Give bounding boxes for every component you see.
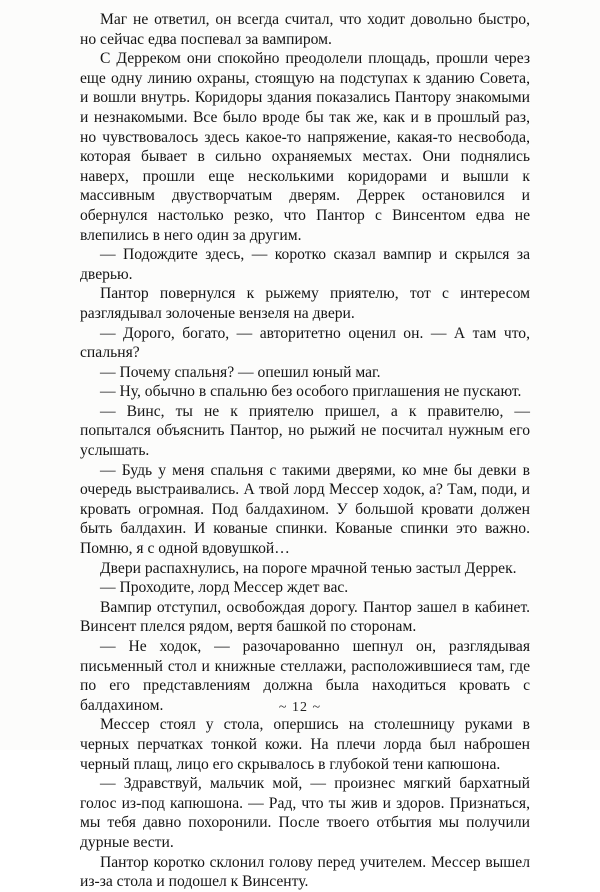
paragraph: Вампир отступил, освобождая дорогу. Пантор зашел в кабинет. Винсент плелся рядом, вертя башкой по сторонам. (80, 598, 530, 636)
paragraph: Двери распахнулись, на пороге мрачной тенью застыл Деррек. (100, 559, 517, 577)
paragraph: Пантор повернулся к рыжему приятелю, тот с интересом разглядывал золоченые вензеля на двери. (80, 285, 530, 322)
paragraph: — Ну, обычно в спальню без особого приглашения не пускают. (100, 383, 522, 401)
paragraph: — Дорого, богато, — авторитетно оценил он. — А там что, спальня? (80, 324, 530, 362)
paragraph: — Винс, ты не к приятелю пришел, а к правителю, — попытался объяснить Пантор, но рыжий не посчитал нужным его услышать. (80, 402, 530, 460)
paragraph: — Здравствуй, мальчик мой, — произнес мягкий бархатный голос из-под капюшона. — Рад, что ты жив и здоров. Признаться, мы тебя давно похоронили. После твоего отбытия мы получили дурные вести. (80, 775, 530, 851)
paragraph: — Не ходок, — разочарованно шепнул он, разглядывая письменный стол и книжные стеллажи, расположившиеся там, где по его представлениям должна была находиться кровать с балдахином. (80, 638, 530, 714)
paragraph: — Будь у меня спальня с такими дверями, ко мне бы девки в очередь выстраивались. А твой лорд Мессер ходок, а? Там, поди, и кровать огромная. Под балдахином. У большой кровати должен быть балдахин. И кованые спинки. Кованые спинки это важно. Помню, я с одной вдовушкой… (80, 461, 530, 558)
paragraph: — Почему спальня? — опешил юный маг. (100, 363, 381, 381)
paragraph: — Подождите здесь, — коротко сказал вампир и скрылся за дверью. (80, 246, 530, 283)
text-body (80, 10, 530, 892)
paragraph: Пантор коротко склонил голову перед учителем. Мессер вышел из-за стола и подошел к Винсенту. (80, 853, 530, 891)
paragraph: — Проходите, лорд Мессер ждет вас. (100, 579, 349, 597)
paragraph: Маг не ответил, он всегда считал, что ходит довольно быстро, но сейчас едва поспевал за вампиром. (80, 11, 530, 48)
paragraph: Мессер стоял у стола, опершись на столешницу руками в черных перчатках тонкой кожи. На плечи лорда был наброшен черный плащ, лицо его скрывалось в глубокой тени капюшона. (80, 716, 530, 773)
page-number: ~ 12 ~ (278, 700, 322, 715)
paragraph: С Дерреком они спокойно преодолели площадь, прошли через еще одну линию охраны, стоящую на подступах к зданию Совета, и вошли внутрь. Коридоры здания показались Пантору знакомыми и незнакомыми. Все было вроде бы так же, как и в прошлый раз, но чувствовалось здесь какое-то напряжение, какая-то несвобода, которая бывает в сильно охраняемых местах. Они поднялись наверх, прошли еще несколькими коридорами и вышли к массивным двустворчатым дверям. Деррек остановился и обернулся настолько резко, что Пантор с Винсентом едва не влепились в него один за другим. (80, 50, 530, 244)
